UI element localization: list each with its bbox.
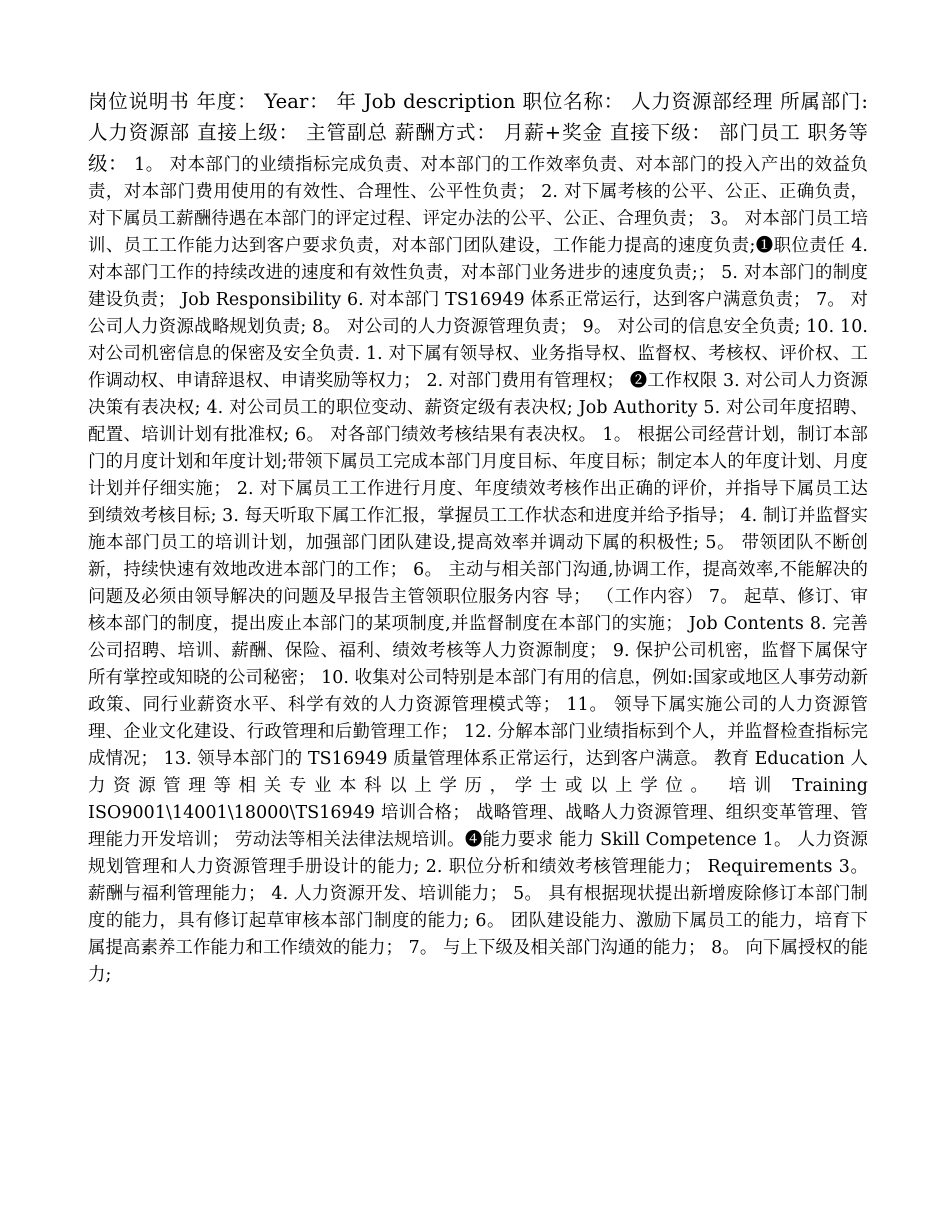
document-body-text: 1。 对本部门的业绩指标完成负责、对本部门的工作效率负责、对本部门的投入产出的效益负责，对本部门费用使用的有效性、合理性、公平性负责； 2. 对下属考核的公平、公正、正确负责，对下属员工薪酬待遇在本部门的评定过程、评定办法的公平、公正、合理负责； 3。 对本部门员工培训、员工工作能力达到客户要求负责，对本部门团队建设，工作能力提高的速度负责;❶职位责任 4. 对本部门工作的持续改进的速度和有效性负责，对本部门业务进步的速度负责;； 5. 对本部门的制度建设负责； Job Responsibility 6. 对本部门 TS16949 体系正常运行，达到客户满意负责； 7。 对公司人力资源战略规划负责; 8。 对公司的人力资源管理负责； 9。 对公司的信息安全负责; 10. 10.对公司机密信息的保密及安全负责. 1. 对下属有领导权、业务指导权、监督权、考核权、评价权、工作调动权、申请辞退权、申请奖励等权力； 2. 对部门费用有管理权； ❷工作权限 3. 对公司人力资源决策有表决权; 4. 对公司员工的职位变动、薪资定级有表决权; Job Authority 5. 对公司年度招聘、配置、培训计划有批准权; 6。 对各部门绩效考核结果有表决权。 1。 根据公司经营计划，制订本部门的月度计划和年度计划;带领下属员工完成本部门月度目标、年度目标；制定本人的年度计划、月度计划并仔细实施； 2. 对下属员工工作进行月度、年度绩效考核作出正确的评价，并指导下属员工达到绩效考核目标; 3. 每天听取下属工作汇报，掌握员工工作状态和进度并给予指导； 4. 制订并监督实施本部门员工的培训计划，加强部门团队建设,提高效率并调动下属的积极性; 5。 带领团队不断创新，持续快速有效地改进本部门的工作； 6。 主动与相关部门沟通,协调工作，提高效率,不能解决的问题及必须由领导解决的问题及早报告主管领职位服务内容 导； （工作内容） 7。 起草、修订、审核本部门的制度，提出废止本部门的某项制度,并监督制度在本部门的实施； Job Contents 8. 完善公司招聘、培训、薪酬、保险、福利、绩效考核等人力资源制度； 9. 保护公司机密，监督下属保守所有掌控或知晓的公司秘密； 10. 收集对公司特别是本部门有用的信息，例如:国家或地区人事劳动新政策、同行业薪资水平、科学有效的人力资源管理模式等； 11。 领导下属实施公司的人力资源管理、企业文化建设、行政管理和后勤管理工作； 12. 分解本部门业绩指标到个人，并监督检查指标完成情况； 13. 领导本部门的 TS16949 质量管理体系正常运行，达到客户满意。 教育 Education 人力资源管理等相关专业本科以上学历，学士或以上学位。 培训 Training ISO9001\14001\18000\TS16949 培训合格； 战略管理、战略人力资源管理、组织变革管理、管理能力开发培训； 劳动法等相关法律法规培训。❹能力要求 能力 Skill Competence 1。 人力资源规划管理和人力资源管理手册设计的能力; 2. 职位分析和绩效考核管理能力； Requirements 3。 薪酬与福利管理能力； 4. 人力资源开发、培训能力； 5。 具有根据现状提出新增废除修订本部门制度的能力，具有修订起草审核本部门制度的能力; 6。 团队建设能力、激励下属员工的能力，培育下属提高素养工作能力和工作绩效的能力； 7。 与上下级及相关部门沟通的能力； 8。 向下属授权的能力;	[88, 155, 869, 985]
document-paragraph	[88, 86, 868, 989]
document-header-text: 岗位说明书 年度： Year： 年 Job description 职位名称： 人力资源部经理 所属部门: 人力资源部 直接上级： 主管副总 薪酬方式： 月薪+奖金 直接下级： 部门员工 职务等级：	[88, 90, 868, 175]
document-body	[88, 86, 868, 989]
